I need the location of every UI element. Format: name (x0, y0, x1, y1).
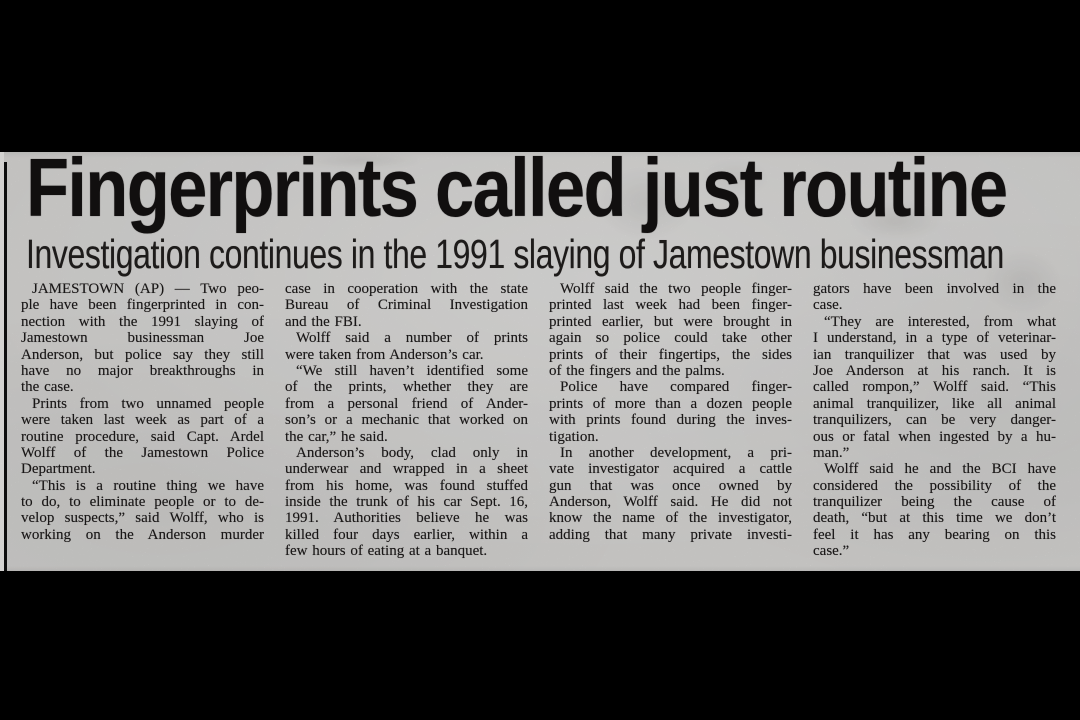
body-line: Joe Anderson at his ranch. It is (813, 362, 1056, 379)
body-line: Jamestown businessman Joe (21, 330, 264, 347)
headline: Fingerprints called just routine (26, 152, 1007, 234)
body-line: “We still haven’t identified some (296, 362, 528, 379)
body-line: Anderson’s body, clad only in (296, 444, 528, 461)
body-line: nection with the 1991 slaying of (21, 313, 264, 330)
body-line: man.” (813, 444, 850, 461)
body-line: case in cooperation with the state (285, 281, 528, 297)
subheadline: Investigation continues in the 1991 slaying of Jamestown businessman (26, 231, 1004, 277)
newspaper-clipping (0, 152, 1080, 571)
body-line: with prints found during the inves- (549, 412, 792, 429)
body-line: In another development, a pri- (560, 444, 792, 461)
body-line: of the fingers and the palms. (549, 362, 725, 379)
body-line: few hours of eating at a banquet. (285, 543, 488, 560)
body-line: ian tranquilizer that was used by (813, 346, 1056, 363)
body-line: Police have compared finger- (560, 379, 792, 396)
body-line: Wolff said he and the BCI have (824, 461, 1056, 478)
body-line: have no major breakthroughs in (21, 362, 264, 379)
body-line: Anderson, Wolff said. He did not (549, 494, 792, 511)
body-line: Department. (21, 461, 96, 478)
article-column-1 (21, 281, 264, 571)
body-line: called rompon,” Wolff said. “This (813, 379, 1056, 396)
body-line: ous or fatal when ingested by a hu- (813, 428, 1056, 445)
body-line: the case. (21, 379, 74, 396)
body-line: ple have been fingerprinted in con- (21, 297, 264, 314)
body-line: underwear and wrapped in a sheet (285, 461, 528, 478)
body-line: “This is a routine thing we have (32, 477, 264, 494)
body-line: again so police could take other (549, 330, 792, 347)
article-column-3 (549, 281, 792, 571)
body-line: of the prints, whether they are (285, 379, 528, 396)
body-line: were taken from Anderson’s car. (285, 346, 484, 363)
body-line: printed last week had been finger- (549, 297, 792, 314)
body-line: tranquilizer being the cause of (813, 494, 1056, 511)
body-line: know the name of the investigator, (549, 510, 792, 527)
article-column-2 (285, 281, 528, 571)
body-line: son’s or a mechanic that worked on (285, 412, 528, 429)
article-column-4 (813, 281, 1056, 571)
body-line: from his home, was found stuffed (285, 477, 528, 494)
body-line: death, “but at this time we don’t (813, 510, 1056, 527)
body-line: tigation. (549, 428, 599, 445)
body-line: routine procedure, said Capt. Ardel (21, 428, 264, 445)
body-line: velop suspects,” said Wolff, who is (21, 510, 264, 527)
body-line: Bureau of Criminal Investigation (285, 297, 528, 314)
body-line: case. (813, 297, 843, 314)
body-line: animal tranquilizer, like all animal (813, 395, 1056, 412)
body-line: prints of more than a dozen people (549, 395, 792, 412)
body-line: and the FBI. (285, 313, 362, 330)
body-line: killed four days earlier, within a (285, 526, 528, 543)
scan-edge-line (4, 162, 7, 571)
article-body (21, 281, 1056, 571)
body-line: Anderson, but police say they still (21, 346, 264, 363)
body-line: vate investigator acquired a cattle (549, 461, 792, 478)
body-line: Wolff said a number of prints (296, 330, 528, 347)
body-line: printed earlier, but were brought in (549, 313, 792, 330)
body-line: I understand, in a type of veterinar- (813, 330, 1056, 347)
body-line: feel it has any bearing on this (813, 526, 1056, 543)
body-line: case.” (813, 543, 850, 560)
body-line: JAMESTOWN (AP) — Two peo- (32, 281, 264, 297)
body-line: Prints from two unnamed people (32, 395, 264, 412)
body-line: Wolff of the Jamestown Police (21, 444, 264, 461)
body-line: considered the possibility of the (813, 477, 1056, 494)
body-line: inside the trunk of his car Sept. 16, (285, 494, 528, 511)
body-line: gators have been involved in the (813, 281, 1056, 297)
body-line: working on the Anderson murder (21, 526, 264, 543)
body-line: adding that many private investi- (549, 526, 792, 543)
body-line: “They are interested, from what (824, 313, 1056, 330)
body-line: were taken last week as part of a (21, 412, 264, 429)
body-line: 1991. Authorities believe he was (285, 510, 528, 527)
body-line: prints of their fingertips, the sides (549, 346, 792, 363)
body-line: the car,” he said. (285, 428, 388, 445)
body-line: tranquilizers, can be very danger- (813, 412, 1056, 429)
body-line: gun that was once owned by (549, 477, 792, 494)
body-line: to do, to eliminate people or to de- (21, 494, 264, 511)
body-line: from a personal friend of Ander- (285, 395, 528, 412)
body-line: Wolff said the two people finger- (560, 281, 792, 297)
